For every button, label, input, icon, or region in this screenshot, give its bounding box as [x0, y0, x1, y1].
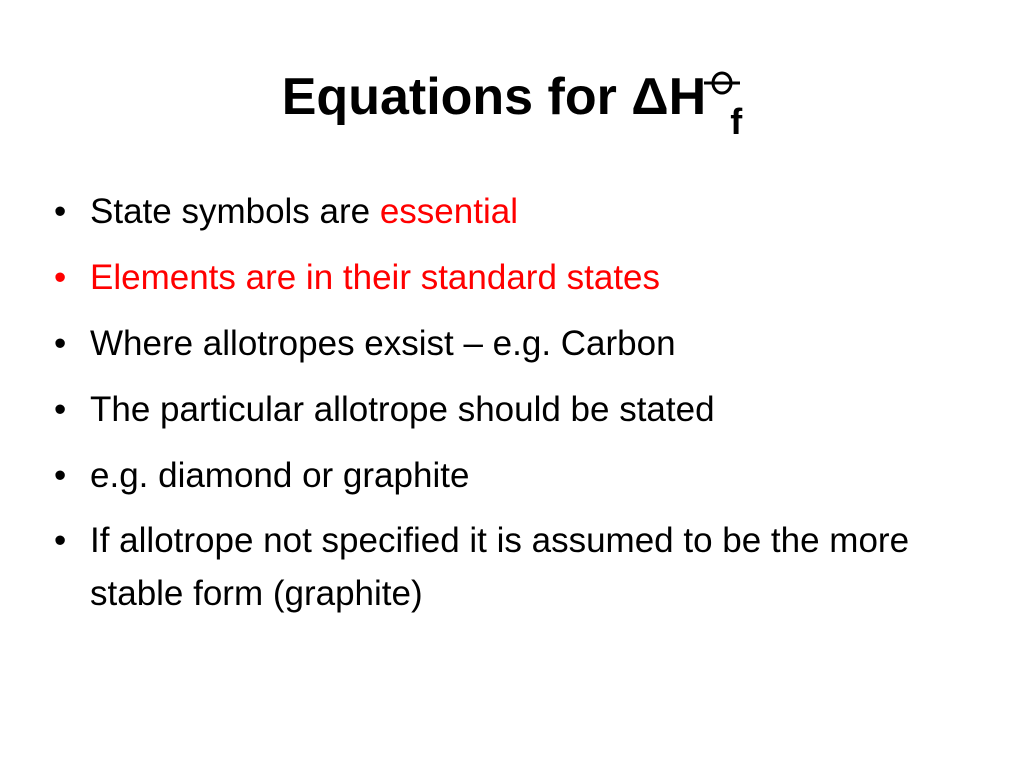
bullet-highlight: essential — [379, 192, 518, 231]
bullet-marker: • — [54, 390, 67, 429]
list-item — [50, 316, 950, 371]
list-item — [50, 184, 950, 239]
bullet-text: The particular allotrope should be stated — [90, 390, 715, 429]
title-text: Equations for ΔH — [281, 68, 707, 126]
bullet-text: e.g. diamond or graphite — [90, 456, 470, 495]
bullet-marker: • — [54, 324, 67, 363]
bullet-text: Where allotropes exsist – e.g. Carbon — [90, 324, 676, 363]
bullet-marker: • — [54, 258, 67, 297]
bullet-text: Elements are in their standard states — [90, 258, 661, 297]
bullet-marker: • — [54, 456, 67, 495]
bullet-marker: • — [54, 521, 67, 560]
list-item — [50, 448, 950, 503]
list-item — [50, 514, 950, 620]
title-subscript: f — [730, 101, 743, 142]
list-item — [50, 382, 950, 437]
bullet-text: If allotrope not specified it is assumed to be the more stable form (graphite) — [90, 521, 910, 613]
slide-title — [0, 62, 1024, 142]
list-item — [50, 250, 950, 305]
bullet-marker: • — [54, 192, 67, 231]
bullet-list — [50, 184, 950, 631]
bullet-text: State symbols are — [90, 192, 380, 231]
